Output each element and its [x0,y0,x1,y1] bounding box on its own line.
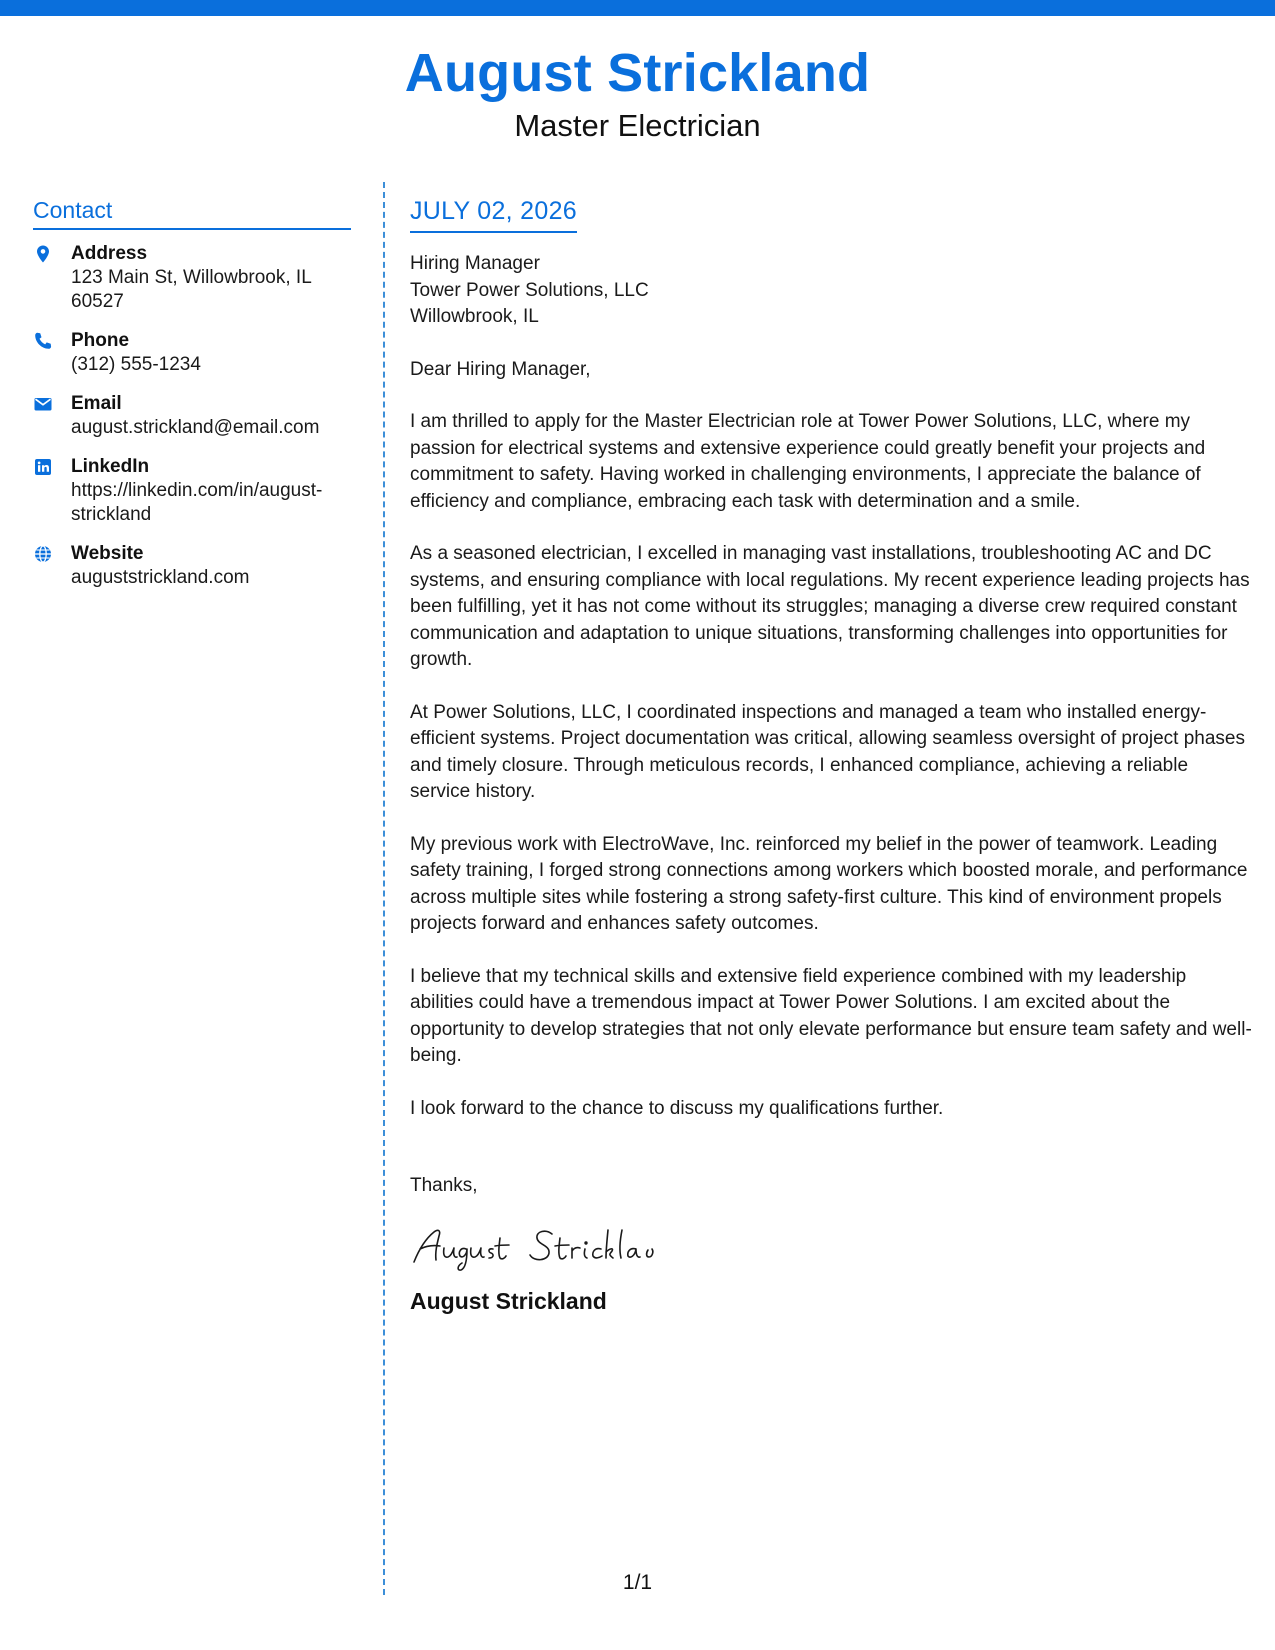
signer-name: August Strickland [410,1287,607,1314]
contact-label: Email [71,393,122,414]
body-paragraph: As a seasoned electrician, I excelled in managing vast installations, troubleshooting AC and DC systems, and ensuring compliance with local regulations. My recent experience leading projects has been fulfilling, yet it has not come without its struggles; managing a diverse crew required constant communication and adaptation to unique situations, transforming challenges into opportunities for growth. [410,543,1250,670]
contact-sidebar [33,195,351,605]
page-number: 1/1 [622,1571,653,1594]
top-accent-bar [0,0,1275,16]
globe-icon [33,544,53,564]
recipient-line: Willowbrook, IL [410,306,539,327]
map-pin-icon [33,244,53,264]
header [0,38,1275,144]
contact-item-website [33,542,351,590]
contact-item-address [33,242,351,314]
linkedin-value[interactable]: https://linkedin.com/in/august-strickland [71,480,323,525]
contact-item-phone [33,329,351,377]
body-paragraph: I look forward to the chance to discuss my qualifications further. [410,1097,944,1119]
body-paragraph: I am thrilled to apply for the Master Electrician role at Tower Power Solutions, LLC, where my passion for electrical systems and extensive experience could greatly benefit your projects and commitment to safety. Having worked in challenging environments, I appreciate the balance of efficiency and compliance, embracing each task with determination and a smile. [410,411,1206,512]
contact-heading: Contact [33,195,351,230]
recipient-line: Hiring Manager [410,253,540,274]
contact-label: Website [71,543,144,564]
recipient-line: Tower Power Solutions, LLC [410,279,649,301]
body-paragraph: My previous work with ElectroWave, Inc. reinforced my belief in the power of teamwork. Leading safety training, I forged strong connections among workers which boosted morale, and performance across multiple sites while fostering a strong safety-first culture. This kind of environment propels projects forward and enhances safety outcomes. [410,833,1248,934]
contact-item-linkedin [33,455,351,527]
closing: Thanks, [410,1175,478,1196]
contact-label: LinkedIn [71,456,150,477]
email-value[interactable]: august.strickland@email.com [71,417,320,438]
website-value[interactable]: auguststrickland.com [71,567,250,588]
recipient-block [410,251,1253,331]
envelope-icon [33,394,53,414]
handwritten-signature [410,1218,672,1274]
linkedin-icon [33,457,53,477]
applicant-title: Master Electrician [514,108,761,143]
body-paragraph: At Power Solutions, LLC, I coordinated inspections and managed a team who installed energy-efficient systems. Project documentation was critical, allowing seamless oversight of project phases and timely closure. Through meticulous records, I enhanced compliance, achieving a reliable service history. [410,701,1245,802]
letter-body [410,195,1253,1316]
contact-label: Address [71,243,148,264]
body-paragraph: I believe that my technical skills and extensive field experience combined with my leadership abilities could have a tremendous impact at Tower Power Solutions. I am excited about the opportunity to develop strategies that not only elevate performance but ensure team safety and well-being. [410,965,1252,1066]
contact-label: Phone [71,330,130,351]
address-value: 123 Main St, Willowbrook, IL 60527 [71,267,312,312]
phone-value: (312) 555-1234 [71,354,201,375]
contact-item-email [33,392,351,440]
letter-date: JULY 02, 2026 [410,195,577,233]
column-divider [383,182,385,1595]
applicant-name: August Strickland [404,43,871,103]
phone-icon [33,331,53,351]
salutation: Dear Hiring Manager, [410,358,591,380]
contact-list [33,242,351,590]
